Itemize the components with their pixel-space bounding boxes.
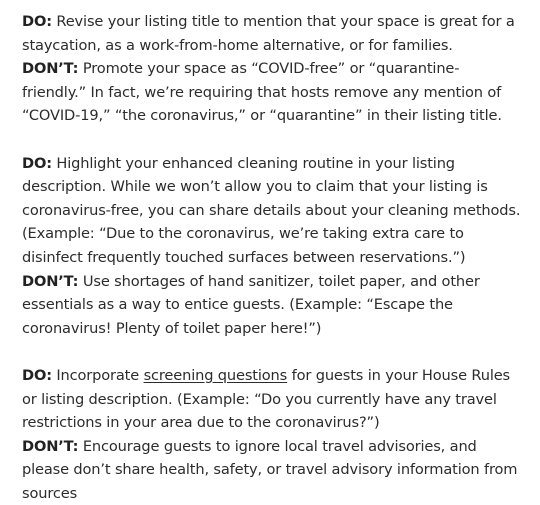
dont-label: DON’T: [22,437,79,455]
do-label: DO: [22,366,52,384]
screening-questions-link[interactable]: screening questions [143,366,288,384]
dont-item [22,57,522,128]
dont-item [22,270,522,341]
dont-label: DON’T: [22,60,79,78]
guideline-group-cleaning [22,152,522,341]
dont-text: Use shortages of hand sanitizer, toilet paper, and other essentials as a way to entice guests. (Example: “Escape the coronavirus! Plenty of toilet paper here!”) [22,272,480,337]
dont-text: Encourage guests to ignore local travel advisories, and please don’t share health, safety, or travel advisory information from sources [22,437,518,502]
do-text: Revise your listing title to mention that your space is great for a staycation, as a work-from-home alternative, or for families. [22,13,515,54]
do-text: Highlight your enhanced cleaning routine in your listing description. While we won’t allow you to claim that your listing is coronavirus-free, you can share details about your cleaning methods. (Example: “Due to the coronavirus, we’re taking extra care to disinfect frequently touched surfaces between reservations.”) [22,154,521,266]
do-item [22,364,522,435]
do-item [22,152,522,270]
guideline-group-screening [22,364,522,505]
do-label: DO: [22,13,52,30]
guidelines-document [22,10,522,505]
do-item [22,10,522,57]
dont-label: DON’T: [22,272,79,290]
do-text-after: for guests in your House Rules or listing description. (Example: “Do you currently have any travel restrictions in your area due to the coronavirus?”) [22,366,511,432]
dont-item [22,435,522,505]
do-text-before: Incorporate [51,366,144,384]
guideline-group-listing-title [22,10,522,128]
do-label: DO: [22,154,52,172]
dont-text: Promote your space as “COVID-free” or “quarantine-friendly.” In fact, we’re requiring that hosts remove any mention of “COVID-19,” “the coronavirus,” or “quarantine” in their listing title. [22,60,502,125]
